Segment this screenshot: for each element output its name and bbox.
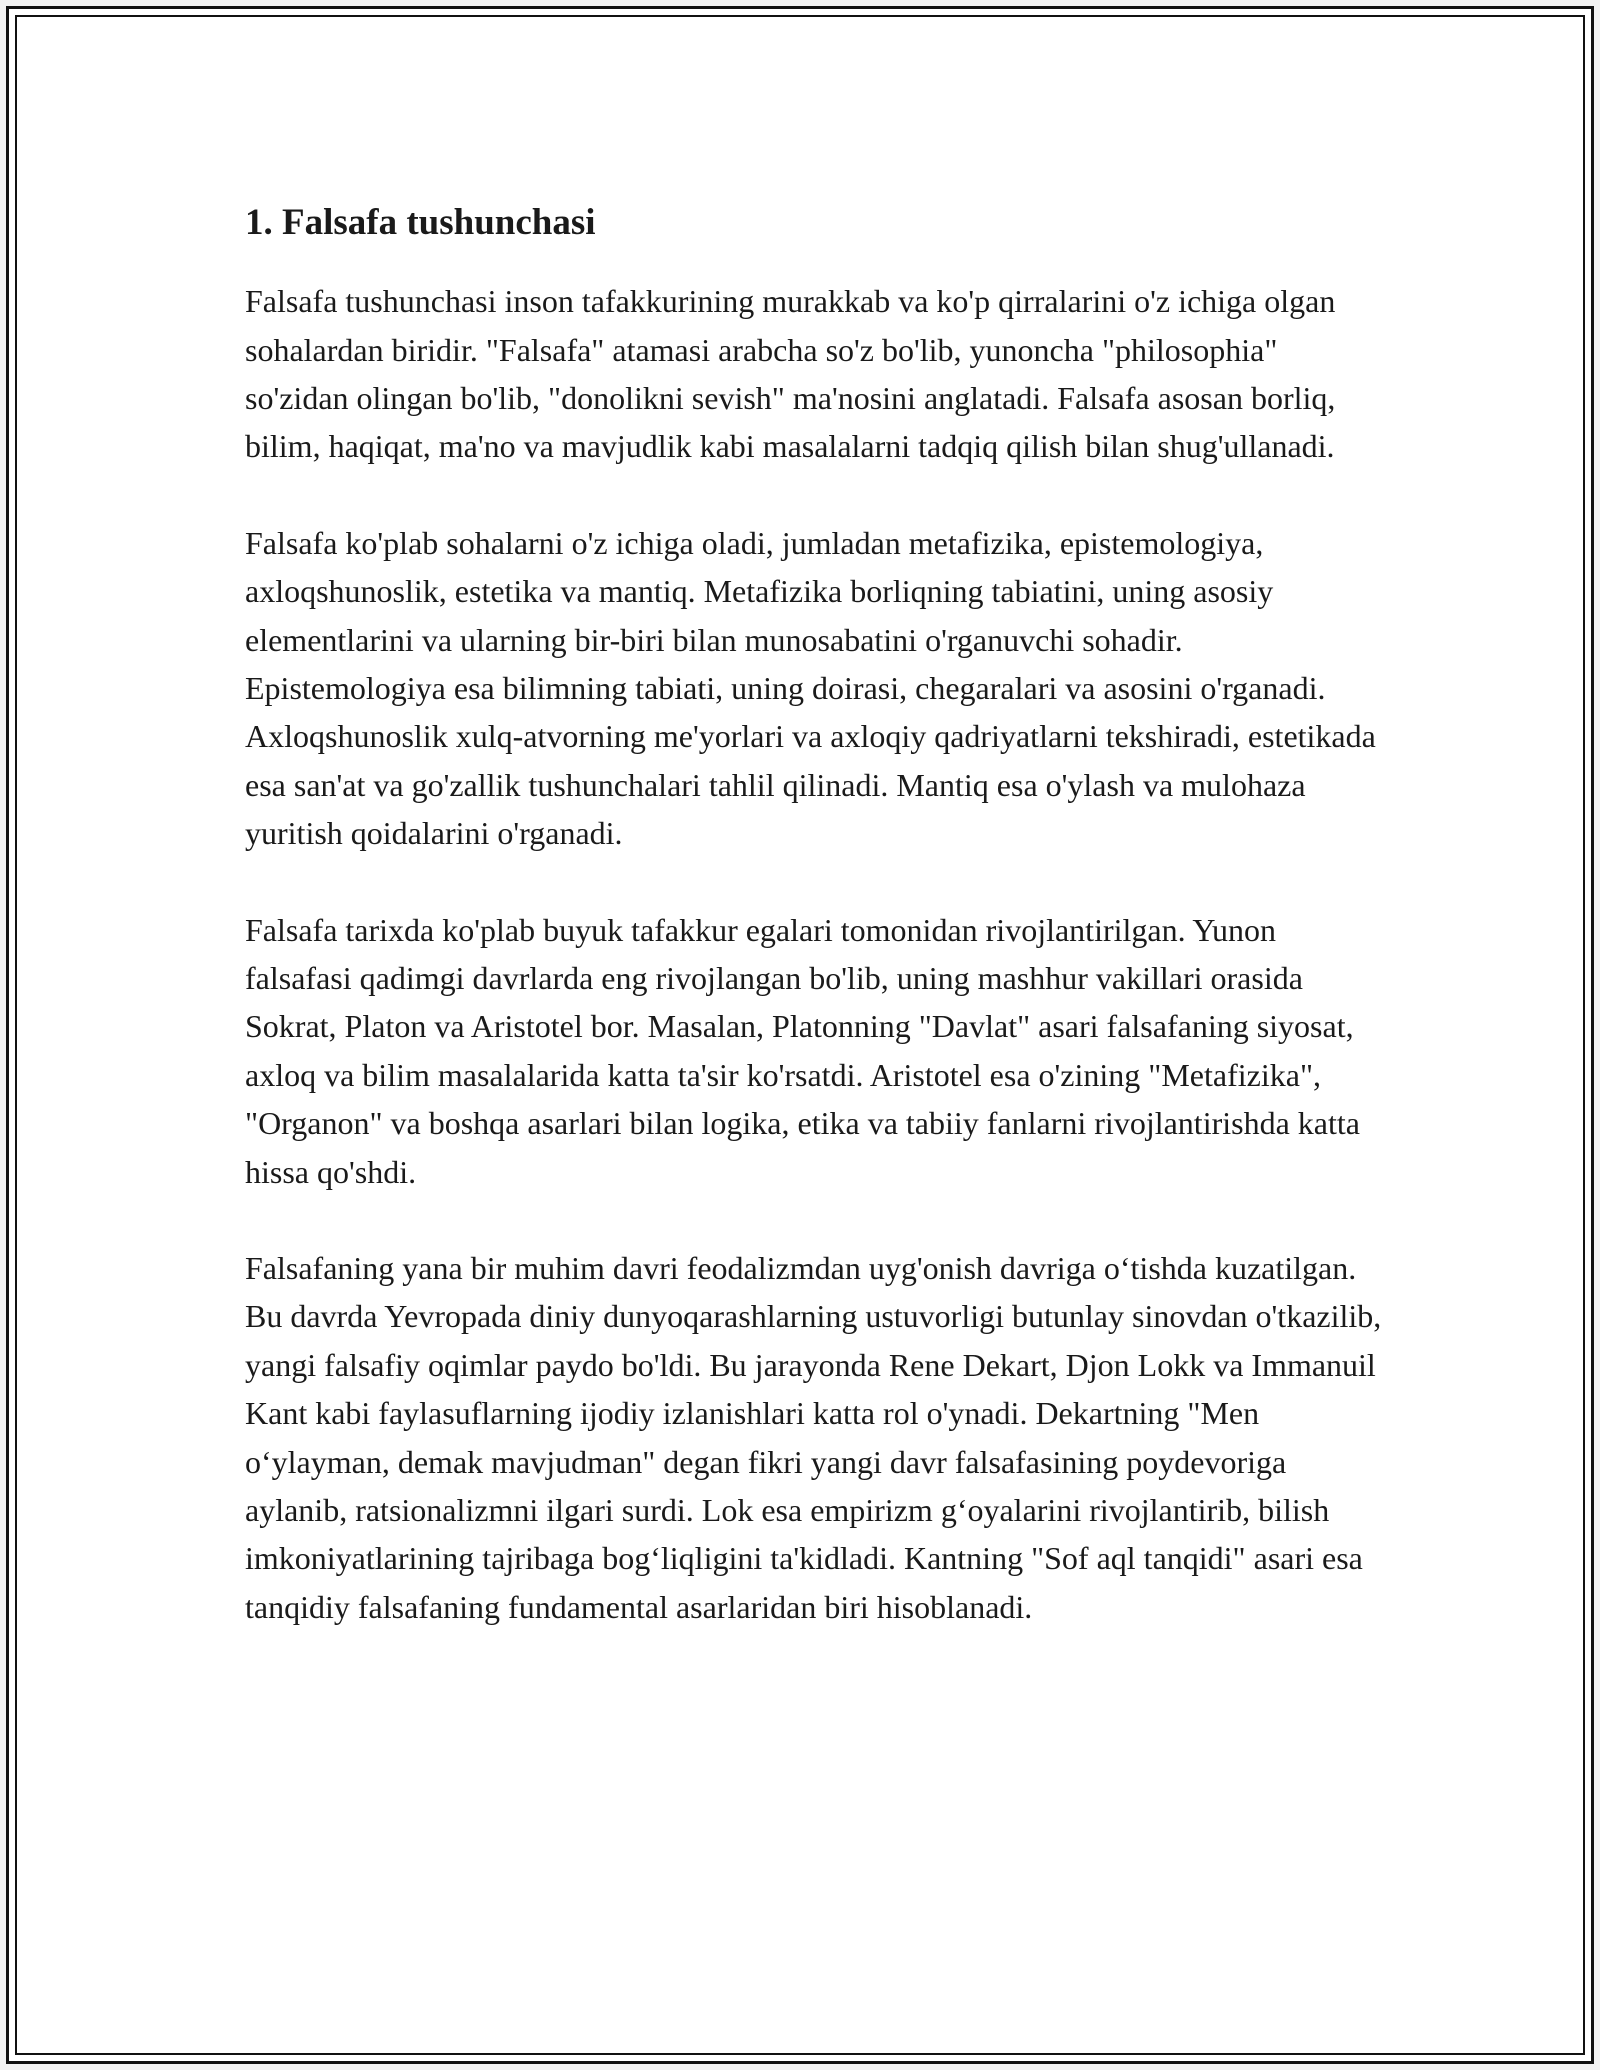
paragraph-3: Falsafa tarixda ko'plab buyuk tafakkur egalari tomonidan rivojlantirilgan. Yunon falsafasi qadimgi davrlarda eng rivojlangan bo'lib, uning mashhur vakillari orasida Sokrat, Platon va Aristotel bor. Masalan, Platonning "Davlat" asari falsafaning siyosat, axloq va bilim masalalarida katta ta'sir ko'rsatdi. Aristotel esa o'zining "Metafizika", "Organon" va boshqa asarlari bilan logika, etika va tabiiy fanlarni rivojlantirishda katta hissa qo'shdi. [245,911,1360,1190]
document-content [245,199,1385,1679]
section-heading: 1. Falsafa tushunchasi [245,202,596,243]
document-page [6,6,1594,2064]
paragraph-4: Falsafaning yana bir muhim davri feodalizmdan uyg'onish davriga o‘tishda kuzatilgan. Bu davrda Yevropada diniy dunyoqarashlarning ustuvorligi butunlay sinovdan o'tkazilib, yangi falsafiy oqimlar paydo bo'ldi. Bu jarayonda Rene Dekart, Djon Lokk va Immanuil Kant kabi faylasuflarning ijodiy izlanishlari katta rol o'ynadi. Dekartning "Men o‘ylayman, demak mavjudman" degan fikri yangi davr falsafasining poydevoriga aylanib, ratsionalizmni ilgari surdi. Lok esa empirizm g‘oyalarini rivojlantirib, bilish imkoniyatlarining tajribaga bog‘liqligini ta'kidladi. Kantning "Sof aql tanqidi" asari esa tanqidiy falsafaning fundamental asarlaridan biri hisoblanadi. [245,1250,1382,1625]
paragraph-2: Falsafa ko'plab sohalarni o'z ichiga oladi, jumladan metafizika, epistemologiya, axloqshunoslik, estetika va mantiq. Metafizika borliqning tabiatini, uning asosiy elementlarini va ularning bir-biri bilan munosabatini o'rganuvchi sohadir. Epistemologiya esa bilimning tabiati, uning doirasi, chegaralari va asosini o'rganadi. Axloqshunoslik xulq-atvorning me'yorlari va axloqiy qadriyatlarni tekshiradi, estetikada esa san'at va go'zallik tushunchalari tahlil qilinadi. Mantiq esa o'ylash va mulohaza yuritish qoidalarini o'rganadi. [245,524,1376,852]
paragraph-1: Falsafa tushunchasi inson tafakkurining murakkab va ko'p qirralarini o'z ichiga olgan sohalardan biridir. "Falsafa" atamasi arabcha so'z bo'lib, yunoncha "philosophia" so'zidan olingan bo'lib, "donolikni sevish" ma'nosini anglatadi. Falsafa asosan borliq, bilim, haqiqat, ma'no va mavjudlik kabi masalalarni tadqiq qilish bilan shug'ullanadi. [245,283,1336,465]
